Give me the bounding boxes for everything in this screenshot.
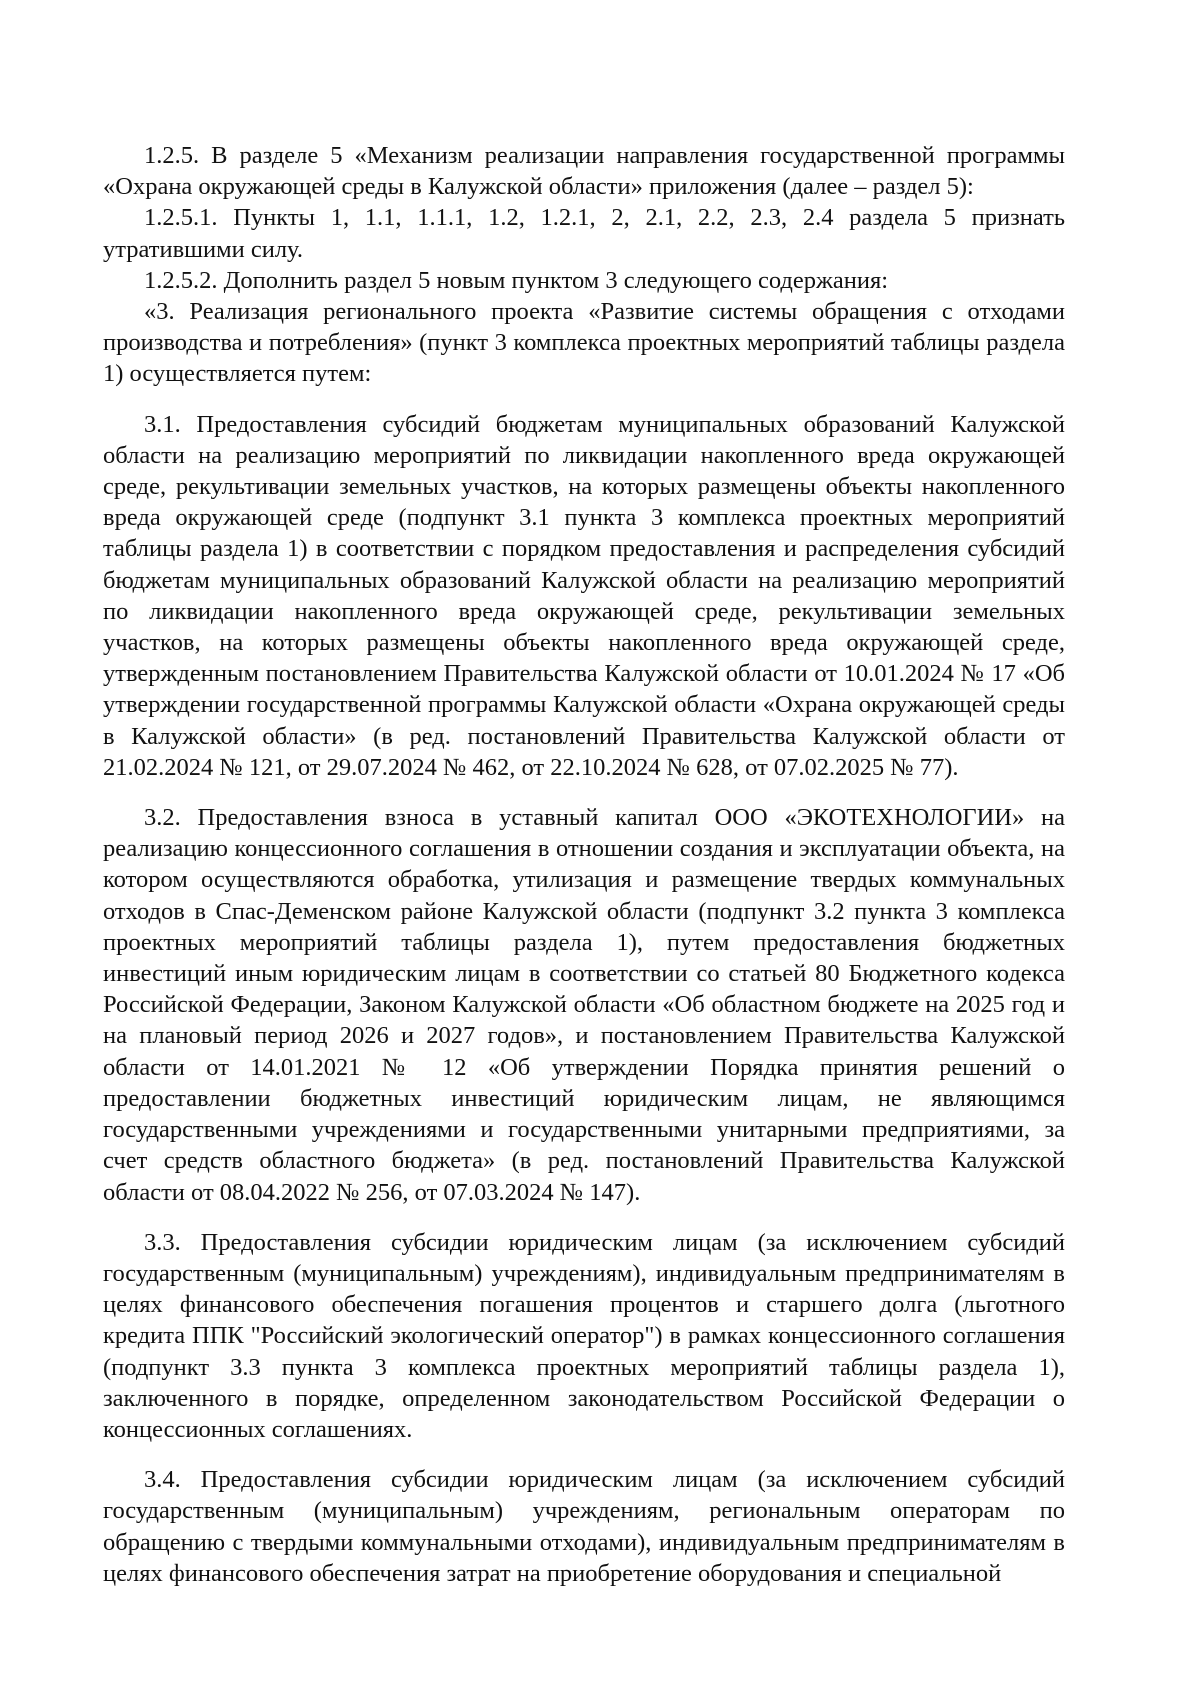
paragraph-1-2-5: 1.2.5. В разделе 5 «Механизм реализации направления государственной программы «Охрана окружающей среды в Калужской области» приложения (далее – раздел 5):	[103, 142, 1065, 201]
paragraph-3-3: 3.3. Предоставления субсидии юридическим лицам (за исключением субсидий государственным (муниципальным) учреждениям), индивидуальным предпринимателям в целях финансового обеспечения погашения процентов и старшего долга (льготного кредита ППК "Российский экологический оператор") в рамках концессионного соглашения (подпункт 3.3 пункта 3 комплекса проектных мероприятий таблицы раздела 1), заключенного в порядке, определенном законодательством Российской Федерации о концессионных соглашениях.	[103, 1228, 1065, 1443]
paragraph-1-2-5-1: 1.2.5.1. Пункты 1, 1.1, 1.1.1, 1.2, 1.2.1, 2, 2.1, 2.2, 2.3, 2.4 раздела 5 признать утратившими силу.	[103, 204, 1065, 263]
paragraph-3-4: 3.4. Предоставления субсидии юридическим лицам (за исключением субсидий государственным (муниципальным) учреждениям, региональным операторам по обращению с твердыми коммунальными отходами), индивидуальным предпринимателям в целях финансового обеспечения затрат на приобретение оборудования и специальной	[103, 1466, 1065, 1587]
paragraph-1-2-5-2: 1.2.5.2. Дополнить раздел 5 новым пунктом 3 следующего содержания:	[144, 266, 889, 294]
document-page	[103, 140, 1065, 1589]
paragraph-3: «3. Реализация регионального проекта «Развитие системы обращения с отходами производства и потребления» (пункт 3 комплекса проектных мероприятий таблицы раздела 1) осуществляется путем:	[103, 298, 1065, 388]
paragraph-3-1: 3.1. Предоставления субсидий бюджетам муниципальных образований Калужской области на реализацию мероприятий по ликвидации накопленного вреда окружающей среде, рекультивации земельных участков, на которых размещены объекты накопленного вреда окружающей среде (подпункт 3.1 пункта 3 комплекса проектных мероприятий таблицы раздела 1) в соответствии с порядком предоставления и распределения субсидий бюджетам муниципальных образований Калужской области на реализацию мероприятий по ликвидации накопленного вреда окружающей среде, рекультивации земельных участков, на которых размещены объекты накопленного вреда окружающей среде, утвержденным постановлением Правительства Калужской области от 10.01.2024 № 17 «Об утверждении государственной программы Калужской области «Охрана окружающей среды в Калужской области» (в ред. постановлений Правительства Калужской области от 21.02.2024 № 121, от 29.07.2024 № 462, от 22.10.2024 № 628, от 07.02.2025 № 77).	[103, 410, 1065, 781]
paragraph-3-2: 3.2. Предоставления взноса в уставный капитал ООО «ЭКОТЕХНОЛОГИИ» на реализацию концессионного соглашения в отношении создания и эксплуатации объекта, на котором осуществляются обработка, утилизация и размещение твердых коммунальных отходов в Спас-Деменском районе Калужской области (подпункт 3.2 пункта 3 комплекса проектных мероприятий таблицы раздела 1), путем предоставления бюджетных инвестиций иным юридическим лицам в соответствии со статьей 80 Бюджетного кодекса Российской Федерации, Законом Калужской области «Об областном бюджете на 2025 год и на плановый период 2026 и 2027 годов», и постановлением Правительства Калужской области от 14.01.2021 № 12 «Об утверждении Порядка принятия решений о предоставлении бюджетных инвестиций юридическим лицам, не являющимся государственными учреждениями и государственными унитарными предприятиями, за счет средств областного бюджета» (в ред. постановлений Правительства Калужской области от 08.04.2022 № 256, от 07.03.2024 № 147).	[103, 804, 1065, 1206]
